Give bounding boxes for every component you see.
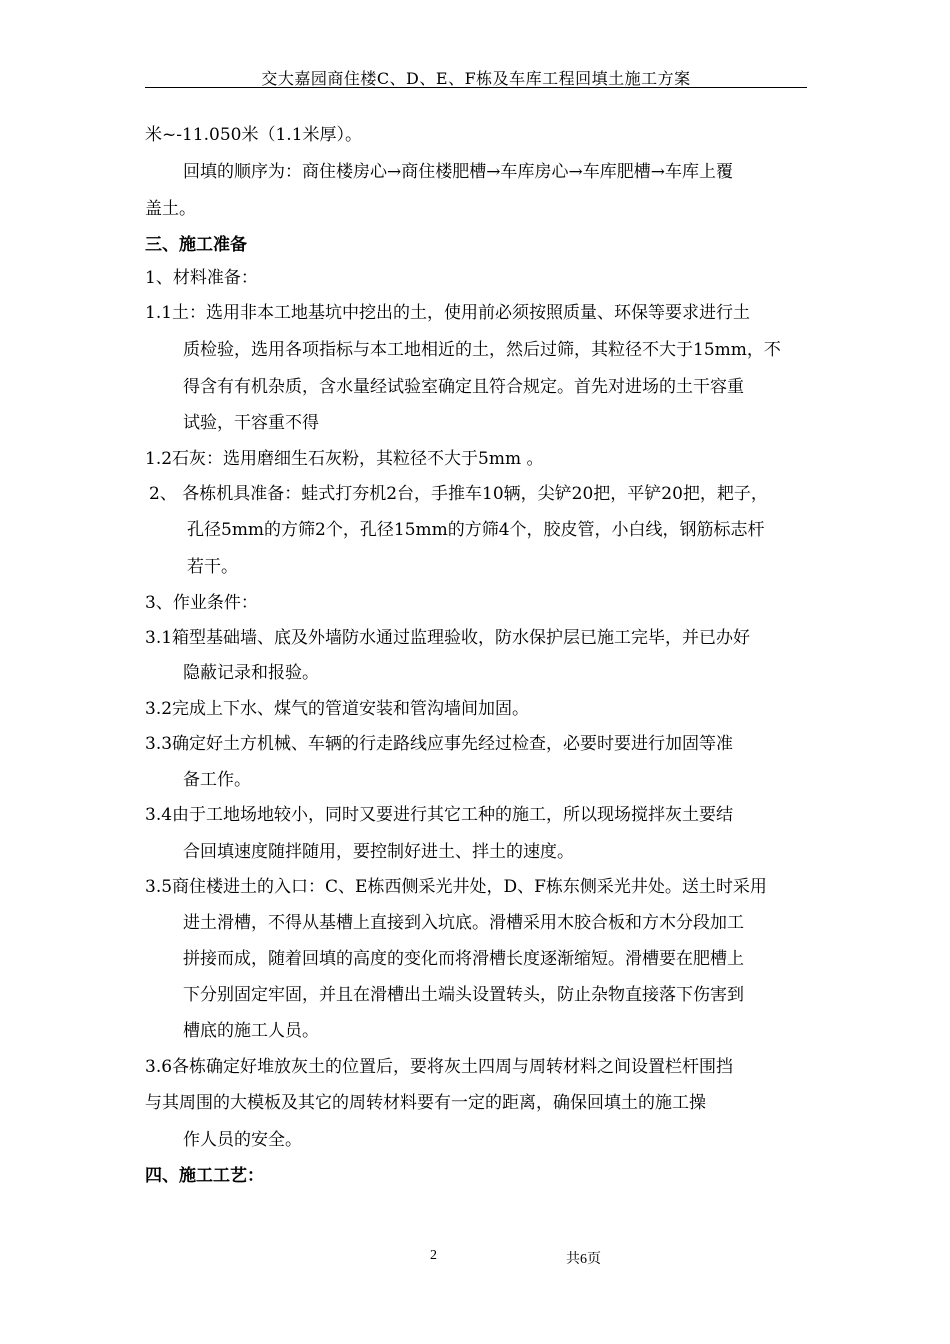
- section-heading: 三、施工准备: [145, 235, 247, 255]
- page-number: 2: [430, 1248, 437, 1263]
- text-line: 1.2石灰：选用磨细生石灰粉，其粒径不大于5mm 。: [145, 449, 544, 469]
- text-line: 1.1土：选用非本工地基坑中挖出的土，使用前必须按照质量、环保等要求进行土: [145, 303, 751, 323]
- page-header-title: 交大嘉园商住楼C、D、E、F栋及车库工程回填土施工方案: [261, 69, 691, 88]
- text-line: 进土滑槽，不得从基槽上直接到入坑底。滑槽采用木胶合板和方木分段加工: [183, 913, 744, 933]
- text-line: 盖土。: [145, 199, 196, 219]
- text-line: 3.4由于工地场地较小，同时又要进行其它工种的施工，所以现场搅拌灰土要结: [145, 805, 734, 825]
- text-line: 1、材料准备：: [145, 268, 258, 288]
- text-line: 合回填速度随拌随用，要控制好进土、拌土的速度。: [183, 842, 574, 862]
- page-total: 共6页: [566, 1252, 601, 1267]
- text-line: 回填的顺序为：商住楼房心→商住楼肥槽→车库房心→车库肥槽→车库上覆: [183, 162, 733, 182]
- text-line: 3.5商住楼进土的入口：C、E栋西侧采光井处，D、F栋东侧采光井处。送土时采用: [145, 877, 767, 897]
- text-line: 试验，干容重不得: [183, 413, 319, 433]
- text-line: 3.6各栋确定好堆放灰土的位置后，要将灰土四周与周转材料之间设置栏杆围挡: [145, 1057, 734, 1077]
- section-heading: 四、施工工艺：: [145, 1166, 264, 1186]
- text-line: 作人员的安全。: [183, 1130, 302, 1150]
- text-line: 得含有有机杂质，含水量经试验室确定且符合规定。首先对进场的土干容重: [183, 377, 744, 397]
- text-line: 隐蔽记录和报验。: [183, 663, 319, 683]
- text-line: 3.3确定好土方机械、车辆的行走路线应事先经过检查，必要时要进行加固等准: [145, 734, 734, 754]
- text-line: 孔径5mm的方筛2个，孔径15mm的方筛4个，胶皮管，小白线，钢筋标志杆: [187, 520, 765, 540]
- text-line: 备工作。: [183, 770, 251, 790]
- text-line: 质检验，选用各项指标与本工地相近的土，然后过筛，其粒径不大于15mm，不: [183, 340, 781, 360]
- text-line: 拼接而成，随着回填的高度的变化而将滑槽长度逐渐缩短。滑槽要在肥槽上: [183, 949, 744, 969]
- text-line: 槽底的施工人员。: [183, 1021, 319, 1041]
- text-line: 与其周围的大模板及其它的周转材料要有一定的距离，确保回填土的施工操: [145, 1093, 706, 1113]
- text-line: 米~-11.050米（1.1米厚）。: [145, 125, 363, 145]
- text-line: 若干。: [187, 557, 238, 577]
- text-line: 3.2完成上下水、煤气的管道安装和管沟墙间加固。: [145, 699, 530, 719]
- header-divider: [145, 87, 807, 88]
- text-line: 3.1箱型基础墙、底及外墙防水通过监理验收，防水保护层已施工完毕，并已办好: [145, 628, 751, 648]
- text-line: 3、作业条件：: [145, 593, 258, 613]
- text-line: 下分别固定牢固，并且在滑槽出土端头设置转头，防止杂物直接落下伤害到: [183, 985, 744, 1005]
- text-line: 2、 各栋机具准备：蛙式打夯机2台，手推车10辆，尖铲20把，平铲20把，耙子，: [149, 484, 768, 504]
